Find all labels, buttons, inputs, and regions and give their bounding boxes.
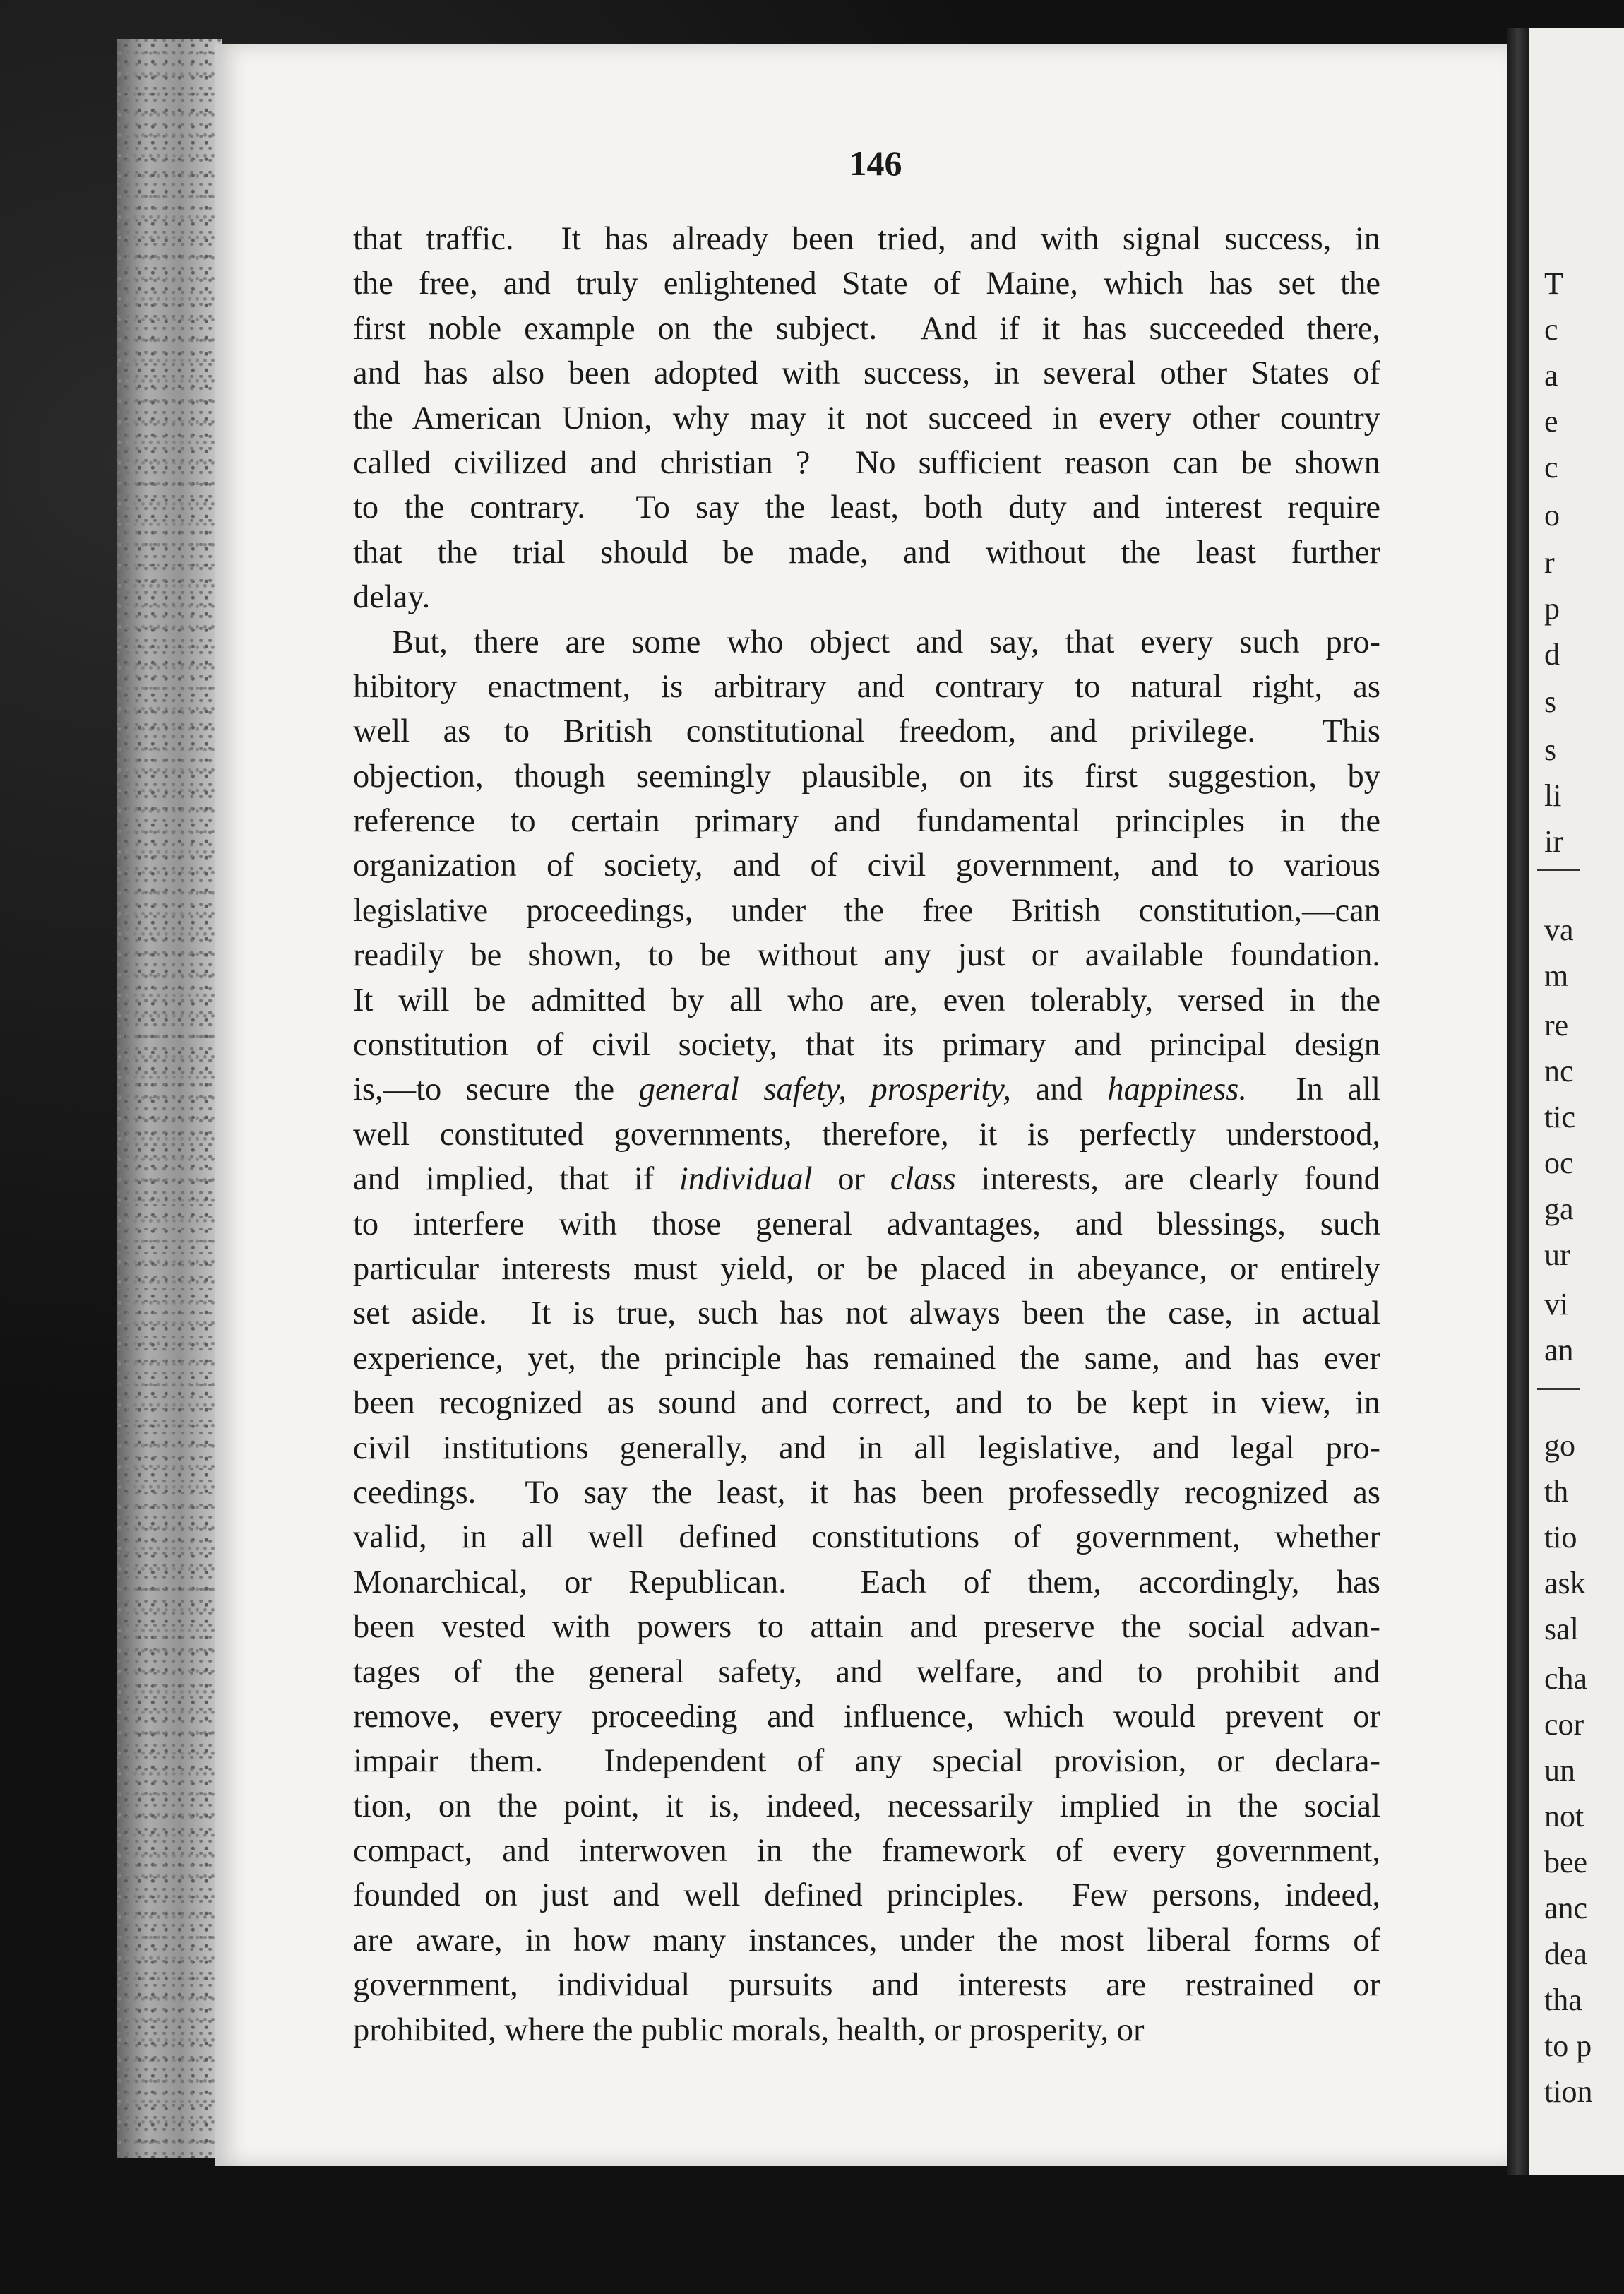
facing-page-fragment: tion [1544,2074,1593,2109]
text-line [353,1873,1380,1918]
facing-page-rule [1537,869,1580,871]
text-line [353,1112,1380,1157]
body-text [353,217,1380,2052]
text-segment: reference to certain primary and fundamental principles in the [353,803,1380,840]
facing-page-rule [1537,1388,1580,1390]
text-segment: that traffic. It has already been tried, and with signal success, in [353,221,1380,257]
text-segment: legislative proceedings, under the free British constitution,—can [353,892,1380,929]
italic-text: general safety, prosperity, [638,1071,1011,1108]
facing-page-fragment: nc [1544,1054,1574,1088]
text-segment: and implied, that if [353,1161,679,1198]
text-line [353,1470,1380,1515]
facing-page-fragment: an [1544,1333,1574,1367]
facing-page-fragment: not [1544,1799,1584,1834]
facing-page-fragment: ir [1544,824,1563,859]
text-segment: tion, on the point, it is, indeed, necessarily implied in the social [353,1788,1380,1824]
text-line [353,933,1380,977]
text-segment: Monarchical, or Republican. Each of them, accordingly, has [353,1564,1380,1600]
text-segment: is,—to secure the [353,1071,639,1108]
page-divider [1507,28,1529,2175]
facing-page-edge [1529,28,1624,2175]
text-segment: set aside. It is true, such has not always been the case, in actual [353,1295,1380,1332]
italic-text: happiness. [1107,1071,1247,1108]
facing-page-fragment: vi [1544,1287,1569,1321]
text-segment: ceedings. To say the least, it has been professedly recognized as [353,1474,1380,1511]
text-line [353,1023,1380,1067]
text-line [353,1247,1380,1291]
text-line [353,575,1380,619]
text-line [353,441,1380,485]
text-line [353,2008,1380,2052]
text-line [353,1560,1380,1605]
text-line [353,307,1380,351]
facing-page-fragment: ga [1544,1191,1574,1226]
text-segment: particular interests must yield, or be placed in abeyance, or entirely [353,1250,1380,1287]
text-line [353,1381,1380,1425]
text-segment: prohibited, where the public morals, health, or prosperity, or [353,2011,1145,2048]
text-line [353,1829,1380,1873]
text-line [353,799,1380,843]
text-segment: been vested with powers to attain and preserve the social advan- [353,1609,1380,1646]
facing-page-fragment: va [1544,913,1574,947]
text-segment: But, there are some who object and say, that every such pro- [392,624,1380,660]
text-segment: first noble example on the subject. And if it has succeeded there, [353,310,1380,347]
facing-page-fragment: bee [1544,1845,1588,1879]
facing-page-fragment: tha [1544,1983,1582,2017]
text-segment: compact, and interwoven in the framework of every government, [353,1833,1380,1870]
facing-page-fragment: to p [1544,2028,1592,2063]
text-segment: and has also been adopted with success, in several other States of [353,355,1380,392]
text-line [353,754,1380,799]
text-line [353,978,1380,1023]
text-segment: tages of the general safety, and welfare, and to prohibit and [353,1653,1380,1690]
text-segment: remove, every proceeding and influence, which would prevent or [353,1698,1380,1735]
text-line [353,1739,1380,1783]
facing-page-fragment: cha [1544,1661,1588,1696]
text-line [353,620,1380,665]
facing-page-fragment: a [1544,358,1558,393]
text-segment: civil institutions generally, and in all legislative, and legal pro- [353,1430,1380,1466]
text-segment: experience, yet, the principle has remained the same, and has ever [353,1340,1380,1377]
facing-page-fragment: r [1544,545,1555,580]
facing-page-fragment: ask [1544,1566,1586,1600]
text-line [353,217,1380,261]
facing-page-fragment: re [1544,1008,1569,1042]
text-segment: the free, and truly enlightened State of Maine, which has set the [353,266,1380,302]
text-line [353,1963,1380,2007]
facing-page-fragment: s [1544,732,1557,767]
text-line [353,1515,1380,1559]
facing-page-fragment: T [1544,266,1563,301]
text-segment: founded on just and well defined principles. Few persons, indeed, [353,1877,1380,1914]
facing-page-fragment: go [1544,1428,1575,1463]
facing-page-fragment: li [1544,778,1562,813]
facing-page-fragment: dea [1544,1937,1588,1971]
facing-page-fragment: e [1544,404,1558,439]
book-page [215,44,1507,2166]
text-line [353,1650,1380,1694]
text-segment: valid, in all well defined constitutions of government, whether [353,1519,1380,1556]
text-segment: been recognized as sound and correct, and to be kept in view, in [353,1385,1380,1422]
text-segment: and [1010,1071,1108,1108]
text-line [353,1694,1380,1739]
text-segment: to interfere with those general advantages, and blessings, such [353,1206,1380,1242]
text-line [353,709,1380,754]
text-line [353,351,1380,396]
text-line [353,889,1380,933]
text-line [353,665,1380,709]
text-line [353,396,1380,441]
text-segment: or [812,1161,890,1198]
italic-text: individual [679,1161,813,1198]
facing-page-fragment: tic [1544,1100,1575,1134]
facing-page-fragment: s [1544,684,1557,719]
text-line [353,261,1380,306]
text-segment: to the contrary. To say the least, both duty and interest require [353,489,1380,526]
text-segment: the American Union, why may it not succeed in every other country [353,400,1380,436]
text-line [353,1157,1380,1201]
facing-page-fragment: sal [1544,1612,1579,1646]
facing-page-fragment: un [1544,1753,1575,1788]
facing-page-fragment: c [1544,450,1558,485]
text-line [353,843,1380,888]
facing-page-fragment: th [1544,1474,1569,1509]
text-segment: It will be admitted by all who are, even tolerably, versed in the [353,982,1380,1018]
facing-page-fragment: d [1544,637,1560,672]
text-segment: organization of society, and of civil government, and to various [353,848,1380,884]
text-segment: readily be shown, to be without any just or available foundation. [353,937,1380,974]
text-line [353,1426,1380,1470]
text-line [353,1605,1380,1649]
text-line [353,1067,1380,1112]
text-segment: hibitory enactment, is arbitrary and contrary to natural right, as [353,668,1380,705]
book-gutter [117,39,222,2158]
facing-page-fragment: ur [1544,1237,1570,1272]
text-segment: interests, are clearly found [955,1161,1380,1198]
text-segment: constitution of civil society, that its primary and principal design [353,1027,1380,1064]
facing-page-fragment: o [1544,498,1560,533]
text-segment: are aware, in how many instances, under the most liberal forms of [353,1922,1380,1959]
text-line [353,1918,1380,1963]
italic-text: class [890,1161,956,1198]
text-segment: well constituted governments, therefore, it is perfectly understood, [353,1116,1380,1153]
facing-page-fragment: p [1544,591,1560,626]
text-line [353,485,1380,530]
text-segment: well as to British constitutional freedom, and privilege. This [353,713,1380,750]
text-segment: government, individual pursuits and interests are restrained or [353,1967,1380,2004]
text-segment: impair them. Independent of any special provision, or declara- [353,1743,1380,1780]
facing-page-fragment: anc [1544,1891,1588,1925]
facing-page-fragment: m [1544,958,1569,993]
text-segment: called civilized and christian ? No sufficient reason can be shown [353,444,1380,481]
text-segment: objection, though seemingly plausible, on its first suggestion, by [353,758,1380,795]
facing-page-fragment: tio [1544,1520,1577,1555]
text-line [353,530,1380,575]
text-segment: that the trial should be made, and without the least further [353,534,1380,571]
text-segment: In all [1246,1071,1381,1108]
text-line [353,1784,1380,1829]
page-number: 146 [849,143,902,183]
text-line [353,1291,1380,1336]
facing-page-fragment: c [1544,312,1558,347]
text-segment: delay. [353,579,431,616]
facing-page-fragment: cor [1544,1707,1584,1742]
text-line [353,1336,1380,1381]
text-line [353,1202,1380,1247]
facing-page-fragment: oc [1544,1146,1574,1180]
